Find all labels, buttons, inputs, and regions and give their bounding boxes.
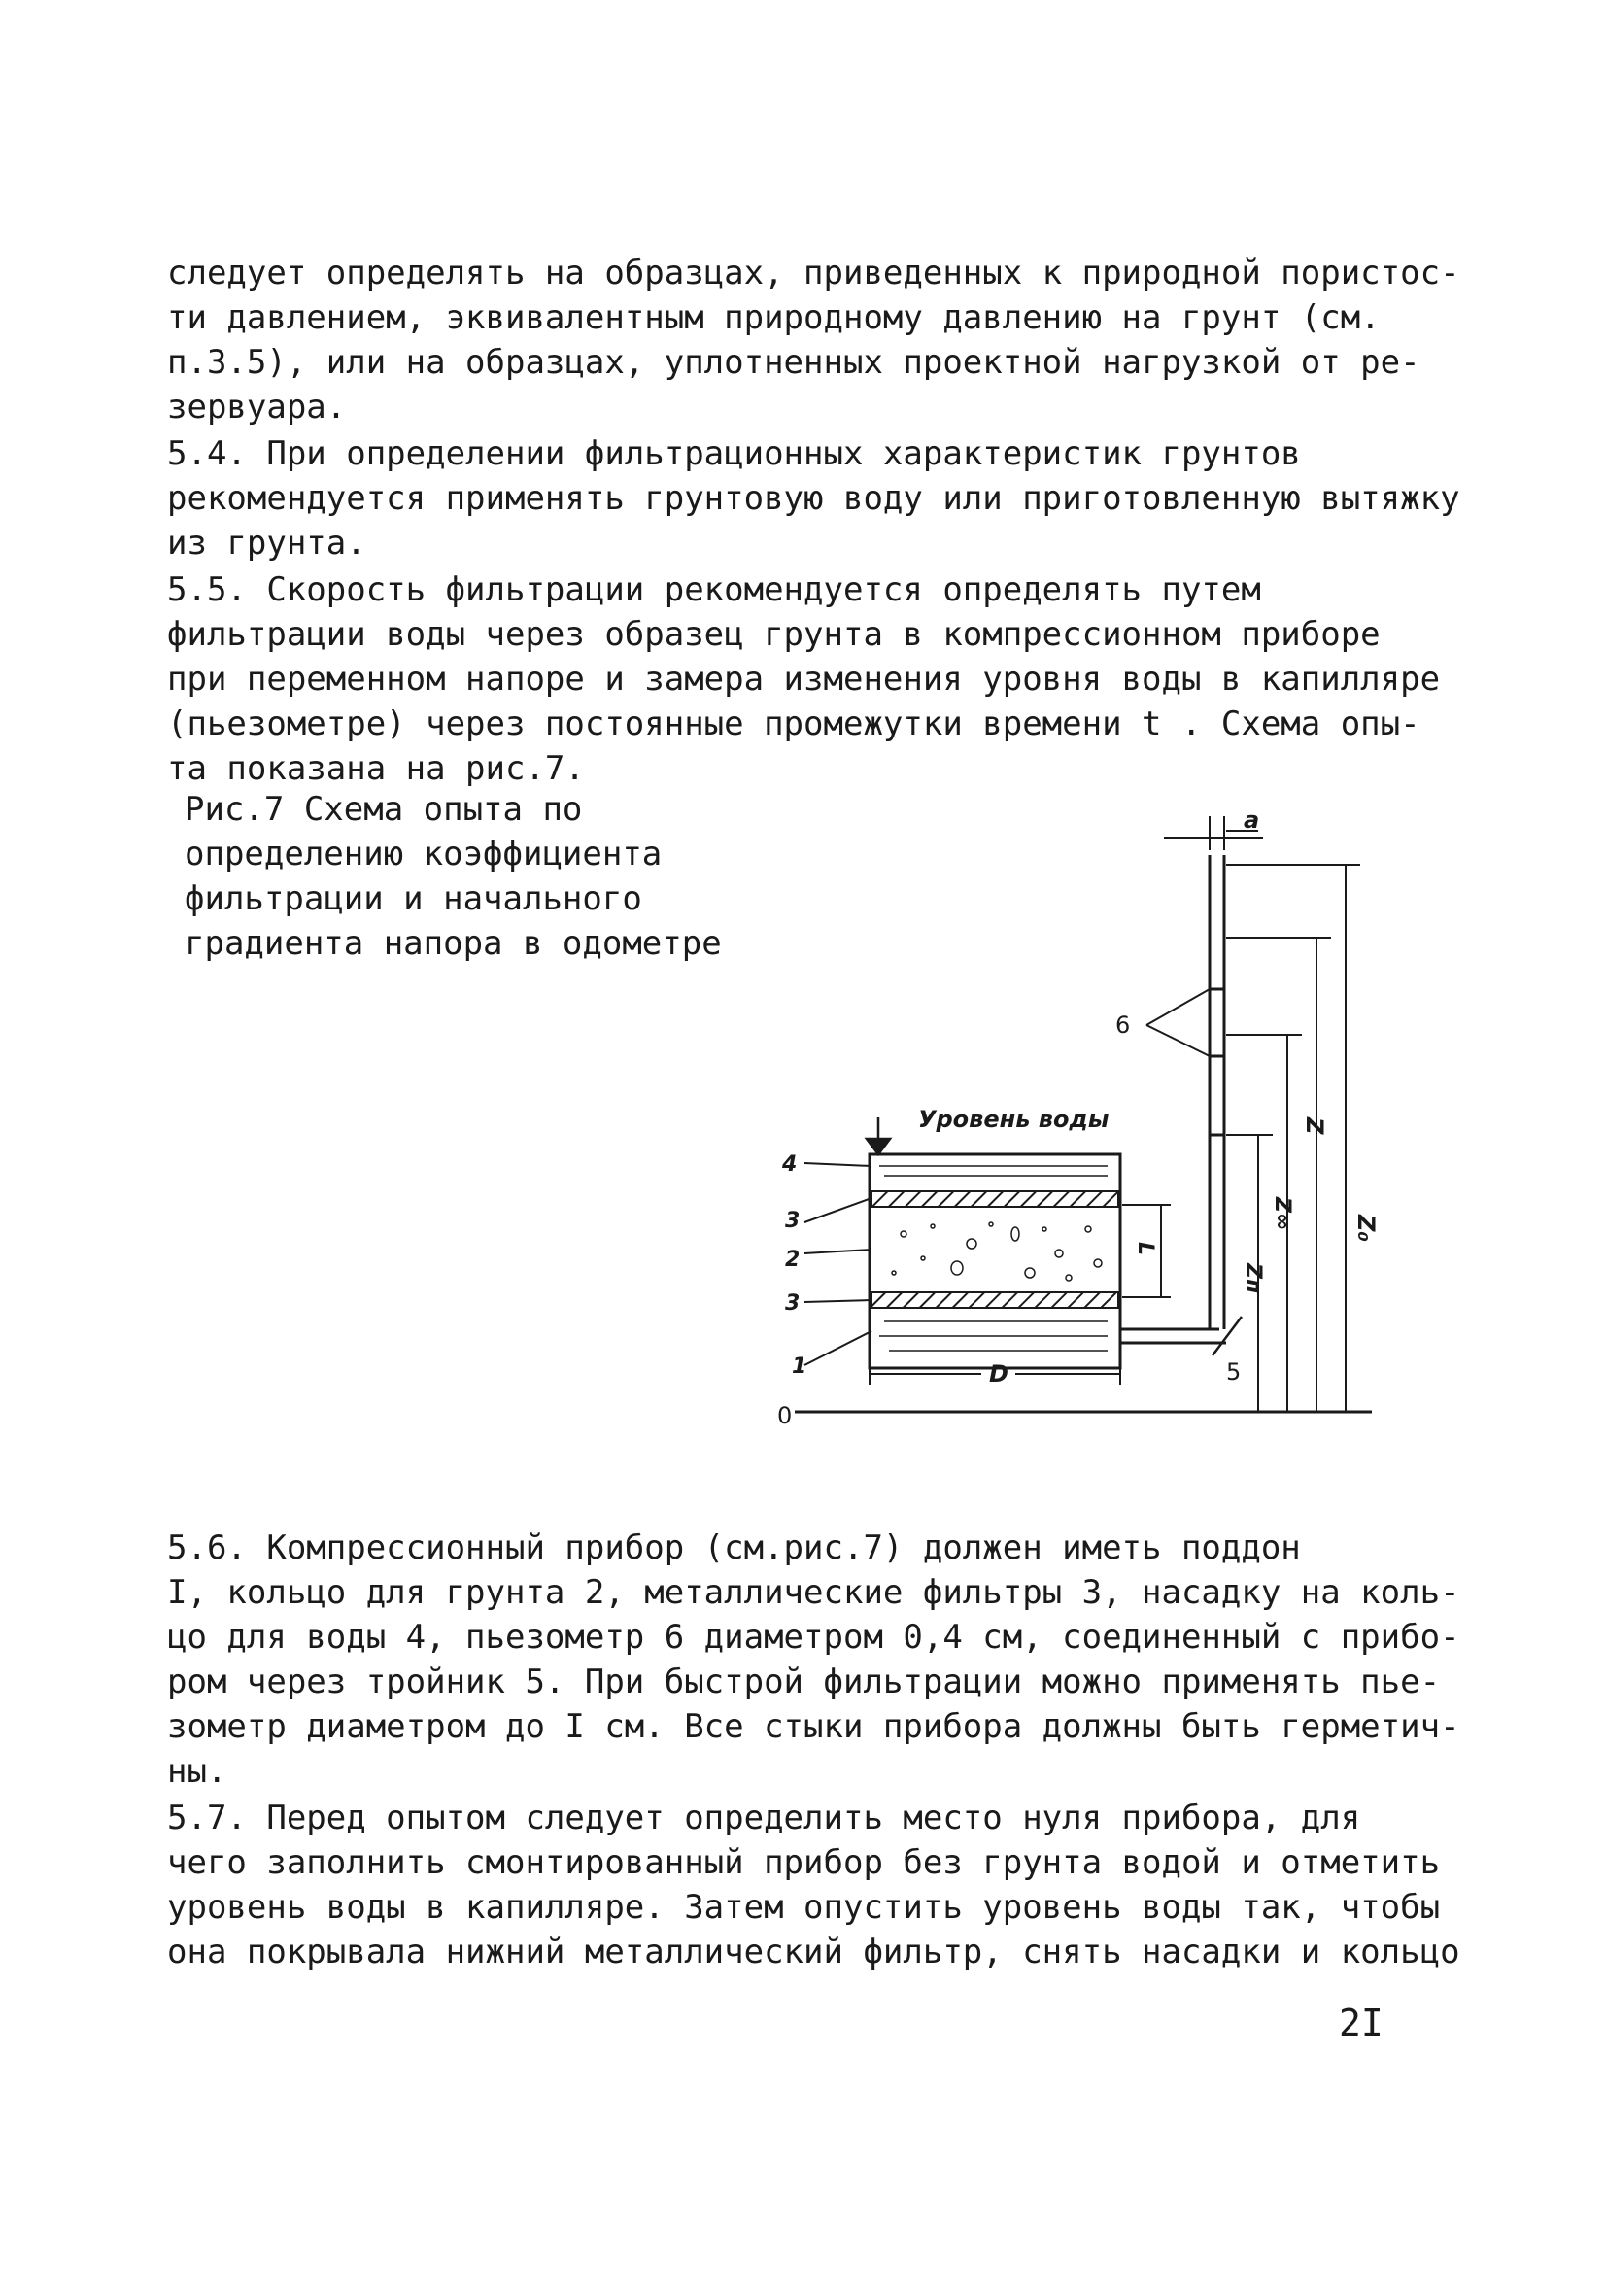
label-3-top: 3 bbox=[785, 1209, 801, 1233]
label-z-inf: Z∞ bbox=[1270, 1197, 1294, 1231]
caption-line: определению коэффициента bbox=[185, 835, 663, 874]
caption-line: фильтрации и начального bbox=[185, 879, 642, 918]
text-line: следует определять на образцах, приведенных к природной пористос- bbox=[167, 254, 1460, 292]
text-line: она покрывала нижний металлический фильтр, снять насадки и кольцо bbox=[167, 1933, 1460, 1971]
text-line: зометр диаметром до I см. Все стыки прибора должны быть герметич- bbox=[167, 1707, 1460, 1746]
text-line: (пьезометре) через постоянные промежутки времени t . Схема опы- bbox=[167, 704, 1420, 743]
text-line: рекомендуется применять грунтовую воду или приготовленную вытяжку bbox=[167, 479, 1460, 518]
text-line: чего заполнить смонтированный прибор без грунта водой и отметить bbox=[167, 1843, 1441, 1882]
text-line: ти давлением, эквивалентным природному давлению на грунт (см. bbox=[167, 298, 1381, 337]
text-line: из грунта. bbox=[167, 524, 366, 563]
left-leaders bbox=[804, 1163, 871, 1365]
page-number: 2I bbox=[1339, 2002, 1384, 2044]
text-line: цо для воды 4, пьезометр 6 диаметром 0,4 см, соединенный с прибо- bbox=[167, 1618, 1460, 1657]
text-line: 5.4. При определении фильтрационных характеристик грунтов bbox=[167, 434, 1301, 473]
tee-marker bbox=[1213, 1317, 1242, 1355]
label-4: 4 bbox=[782, 1152, 798, 1177]
text-line: при переменном напоре и замера изменения уровня воды в капилляре bbox=[167, 660, 1441, 699]
label-zn: Zп bbox=[1241, 1263, 1265, 1294]
label-6: 6 bbox=[1115, 1011, 1131, 1039]
label-z0: Z₀ bbox=[1352, 1215, 1380, 1242]
label-1: 1 bbox=[792, 1354, 807, 1379]
piezometer-tube bbox=[1210, 855, 1224, 1329]
dimension-z0 bbox=[1226, 865, 1360, 1412]
label-a: a bbox=[1244, 806, 1260, 834]
label-3-bottom: 3 bbox=[785, 1291, 801, 1316]
text-line: зервуара. bbox=[167, 388, 347, 427]
label-2: 2 bbox=[785, 1248, 801, 1272]
caption-line: Рис.7 Схема опыта по bbox=[185, 790, 583, 829]
label-l: L bbox=[1133, 1242, 1157, 1256]
label-z: Z bbox=[1301, 1117, 1328, 1135]
text-line: п.3.5), или на образцах, уплотненных проектной нагрузкой от ре- bbox=[167, 343, 1420, 382]
water-level-label: Уровень воды bbox=[918, 1106, 1110, 1133]
soil-sample bbox=[892, 1222, 1102, 1281]
text-line: 5.6. Компрессионный прибор (см.рис.7) должен иметь поддон bbox=[167, 1528, 1301, 1567]
text-line: 5.5. Скорость фильтрации рекомендуется определять путем bbox=[167, 570, 1261, 609]
text-line: та показана на рис.7. bbox=[167, 749, 585, 788]
text-line: уровень воды в капилляре. Затем опустить уровень воды так, чтобы bbox=[167, 1888, 1441, 1927]
odometer-vessel bbox=[870, 1154, 1120, 1368]
text-line: ны. bbox=[167, 1752, 227, 1791]
leader-6 bbox=[1146, 989, 1210, 1056]
bottom-filter bbox=[871, 1292, 1118, 1308]
text-line: фильтрации воды через образец грунта в компрессионном приборе bbox=[167, 615, 1381, 654]
dimension-z bbox=[1226, 938, 1331, 1412]
label-0: 0 bbox=[777, 1402, 793, 1429]
top-filter bbox=[871, 1191, 1118, 1207]
water-level-marker bbox=[867, 1117, 890, 1154]
caption-line: градиента напора в одометре bbox=[185, 924, 722, 963]
text-line: I, кольцо для грунта 2, металлические фильтры 3, насадку на коль- bbox=[167, 1573, 1460, 1612]
text-line: ром через тройник 5. При быстрой фильтрации можно применять пье- bbox=[167, 1662, 1441, 1701]
text-line: 5.7. Перед опытом следует определить место нуля прибора, для bbox=[167, 1799, 1361, 1837]
label-5: 5 bbox=[1226, 1358, 1242, 1386]
outlet-pipe bbox=[1120, 1329, 1226, 1343]
label-d: D bbox=[989, 1360, 1008, 1388]
